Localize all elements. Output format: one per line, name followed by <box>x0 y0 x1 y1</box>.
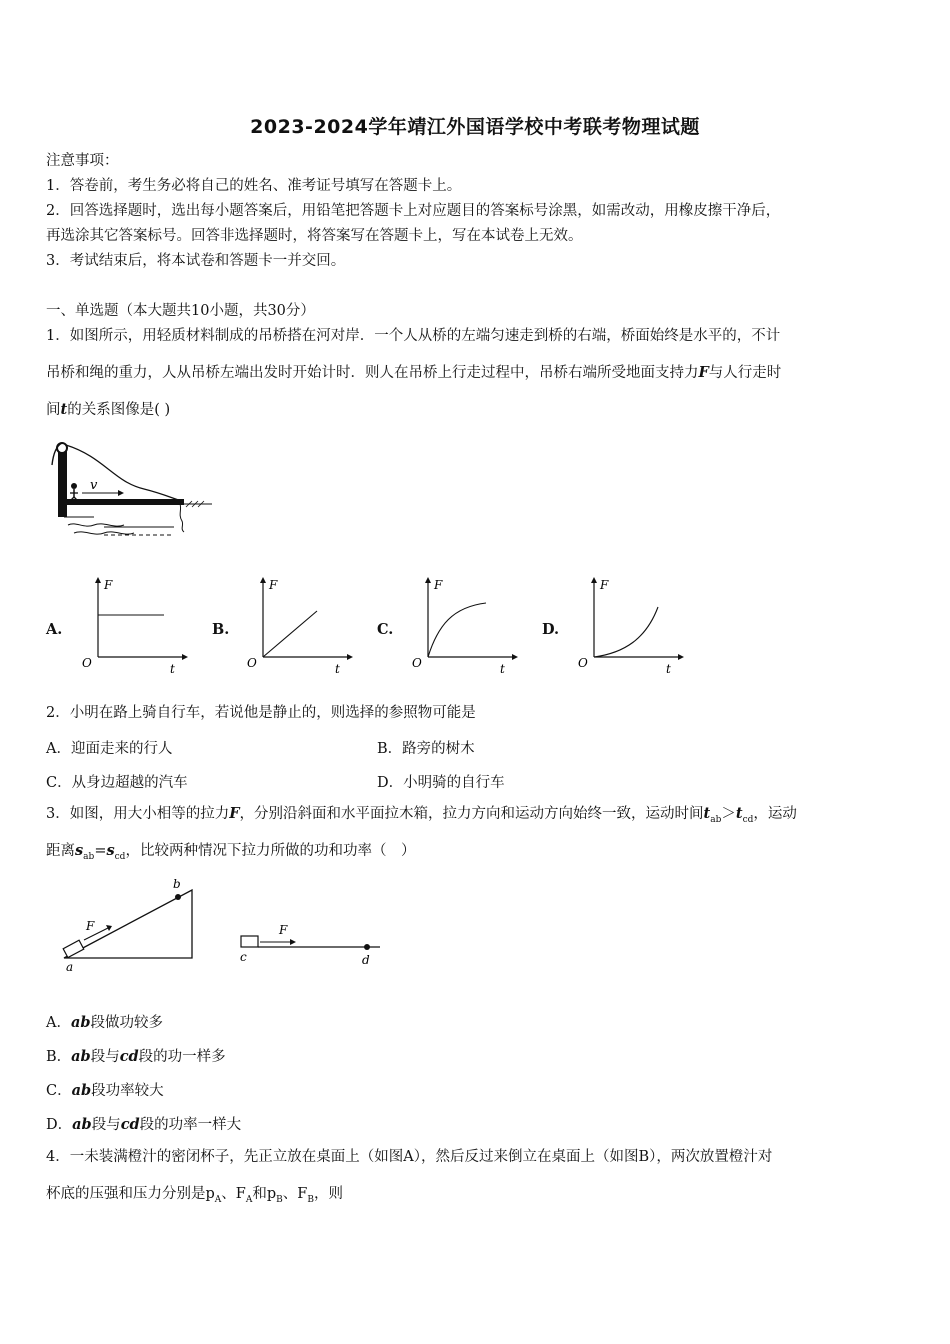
q3-var-F: F <box>229 805 240 822</box>
q3-B-mid: 段与 <box>90 1049 120 1065</box>
q3-incline-figure <box>56 874 206 974</box>
q4-sub-B2: B <box>307 1194 314 1205</box>
q1-option-B-label[interactable]: B. <box>212 621 230 638</box>
box-on-ground <box>241 936 258 947</box>
notice-item-3: 3．考试结束后，将本试卷和答题卡一并交回。 <box>46 253 346 269</box>
point-d <box>364 944 370 950</box>
axis-origin: O <box>247 656 257 670</box>
q1-option-D-label[interactable]: D. <box>542 621 560 638</box>
fig-label-F2: F <box>279 923 288 937</box>
notice-heading: 注意事项： <box>46 153 119 169</box>
river-waves <box>64 517 174 534</box>
q3-A-post: 段做功较多 <box>90 1015 164 1031</box>
q2-stem: 2．小明在路上骑自行车，若说他是静止的，则选择的参照物可能是 <box>46 705 476 721</box>
q4-sub-A2: A <box>245 1194 253 1205</box>
q3-var-scd: s <box>106 842 115 859</box>
axis-origin: O <box>578 656 588 670</box>
q3-C-pre: C． <box>46 1083 72 1099</box>
notice-item-2-cont: 再选涂其它答案标号。回答非选择题时，将答案写在答题卡上，写在本试卷上无效。 <box>46 228 583 244</box>
axis-F: F <box>600 578 609 592</box>
q4-line2d: 、F <box>282 1186 308 1202</box>
q3-horizontal-figure <box>236 916 386 972</box>
notice-item-2: 2．回答选择题时，选出每小题答案后，用铅笔把答题卡上对应题目的答案标号涂黑，如需改动，用橡皮擦干净后， <box>46 203 781 219</box>
graph-B-curve <box>263 611 317 657</box>
point-b <box>175 894 181 900</box>
axis-origin: O <box>412 656 422 670</box>
q1-var-t: t <box>60 401 68 418</box>
q2-option-D[interactable]: D．小明骑的自行车 <box>377 775 505 791</box>
q3-C-post: 段功率较大 <box>91 1083 164 1099</box>
box-on-incline <box>63 940 84 957</box>
q3-var-tab: t <box>703 805 711 822</box>
q3-B-var1: ab <box>71 1048 91 1065</box>
q3-B-pre: B． <box>46 1049 72 1065</box>
q1-var-F: F <box>698 364 709 381</box>
q1-graph-B[interactable] <box>243 575 353 680</box>
q3-option-C[interactable] <box>46 1079 164 1100</box>
q1-option-A-label[interactable]: A. <box>46 621 63 638</box>
graph-C-curve <box>428 603 486 657</box>
q1-line2 <box>46 364 781 382</box>
q3-line1a: 3．如图，用大小相等的拉力 <box>46 806 230 822</box>
q2-option-B[interactable]: B．路旁的树木 <box>377 741 475 757</box>
q3-C-var: ab <box>71 1082 92 1099</box>
q1-line3a: 间 <box>46 402 61 418</box>
q3-eq: = <box>94 843 107 859</box>
axis-t: t <box>500 662 505 676</box>
axis-t: t <box>666 662 671 676</box>
q3-line1b: ，分别沿斜面和水平面拉木箱，拉力方向和运动方向始终一致，运动时间 <box>239 806 704 822</box>
q4-line2a: 杯底的压强和压力分别是p <box>46 1186 215 1202</box>
q3-sub-ab2: ab <box>83 851 95 862</box>
q3-gt: ＞ <box>721 806 736 822</box>
axis-F: F <box>434 578 443 592</box>
fig-label-d: d <box>362 953 370 967</box>
axis-origin: O <box>82 656 92 670</box>
q2-option-A[interactable]: A．迎面走来的行人 <box>46 741 173 757</box>
q1-graph-C[interactable] <box>408 575 518 680</box>
axis-t: t <box>335 662 340 676</box>
q2-option-C[interactable]: C．从身边超越的汽车 <box>46 775 188 791</box>
q4-line2e: ，则 <box>313 1186 343 1202</box>
q3-B-var2: cd <box>119 1048 139 1065</box>
q3-sub-cd2: cd <box>114 851 126 862</box>
q3-A-pre: A． <box>46 1015 71 1031</box>
q1-line2b: 与人行走时 <box>708 365 782 381</box>
q4-line2 <box>46 1185 343 1209</box>
axis-F: F <box>269 578 278 592</box>
q3-line2a: 距离 <box>46 843 75 859</box>
q3-line2b: ，比较两种情况下拉力所做的功和功率（ ） <box>125 843 416 859</box>
q4-line2c: 和p <box>252 1186 277 1202</box>
q3-D-post: 段的功率一样大 <box>139 1117 242 1133</box>
fig-label-a: a <box>66 960 74 974</box>
q4-line2b: 、F <box>221 1186 246 1202</box>
q1-line3b: 的关系图像是( ) <box>67 402 171 418</box>
page-title: 2023-2024学年靖江外国语学校中考联考物理试题 <box>250 116 700 138</box>
q1-graph-A[interactable] <box>78 575 188 680</box>
fig-label-F1: F <box>86 919 95 933</box>
q3-D-var2: cd <box>120 1116 140 1133</box>
q4-sub-B: B <box>276 1194 283 1205</box>
q1-line1: 1．如图所示，用轻质材料制成的吊桥搭在河对岸．一个人从桥的左端匀速走到桥的右端，桥面始终是水平的，不计 <box>46 328 781 344</box>
q3-option-D[interactable] <box>46 1113 241 1134</box>
q3-line1 <box>46 805 797 829</box>
q1-line2a: 吊桥和绳的重力，人从吊桥左端出发时开始计时．则人在吊桥上行走过程中，吊桥右端所受地面支持力 <box>46 365 699 381</box>
q3-sub-ab: ab <box>710 814 722 825</box>
q3-D-var1: ab <box>72 1116 92 1133</box>
q3-sub-cd: cd <box>742 814 754 825</box>
q3-D-pre: D． <box>46 1117 73 1133</box>
bridge-deck <box>66 499 184 505</box>
q3-B-post: 段的功一样多 <box>138 1049 226 1065</box>
q3-var-tcd: t <box>735 805 743 822</box>
bridge-pole <box>58 447 67 517</box>
pulley-icon <box>57 443 67 453</box>
q3-line2 <box>46 842 415 866</box>
q3-var-sab: s <box>75 842 84 859</box>
q3-line1c: ，运动 <box>753 806 797 822</box>
fig-label-b: b <box>173 877 181 891</box>
q3-option-A[interactable] <box>46 1011 163 1032</box>
q1-line3 <box>46 401 170 419</box>
axis-F: F <box>104 578 113 592</box>
q3-D-mid: 段与 <box>91 1117 121 1133</box>
q4-line1: 4．一未装满橙汁的密闭杯子，先正立放在桌面上（如图A），然后反过来倒立在桌面上（如图B），两次放置橙汁对 <box>46 1149 773 1165</box>
velocity-label: v <box>90 478 98 493</box>
fig-label-c: c <box>240 950 247 964</box>
q1-option-C-label[interactable]: C. <box>377 621 394 638</box>
q1-bridge-figure <box>44 437 214 545</box>
q4-sub-A: A <box>214 1194 222 1205</box>
section-heading: 一、单选题（本大题共10小题，共30分） <box>46 303 315 319</box>
notice-item-1: 1．答卷前，考生务必将自己的姓名、准考证号填写在答题卡上。 <box>46 178 462 194</box>
person-icon <box>71 483 77 489</box>
axis-t: t <box>170 662 175 676</box>
graph-D-curve <box>594 607 658 657</box>
q1-graph-D[interactable] <box>574 575 684 680</box>
q3-option-B[interactable] <box>46 1045 226 1066</box>
q3-A-var: ab <box>70 1014 91 1031</box>
